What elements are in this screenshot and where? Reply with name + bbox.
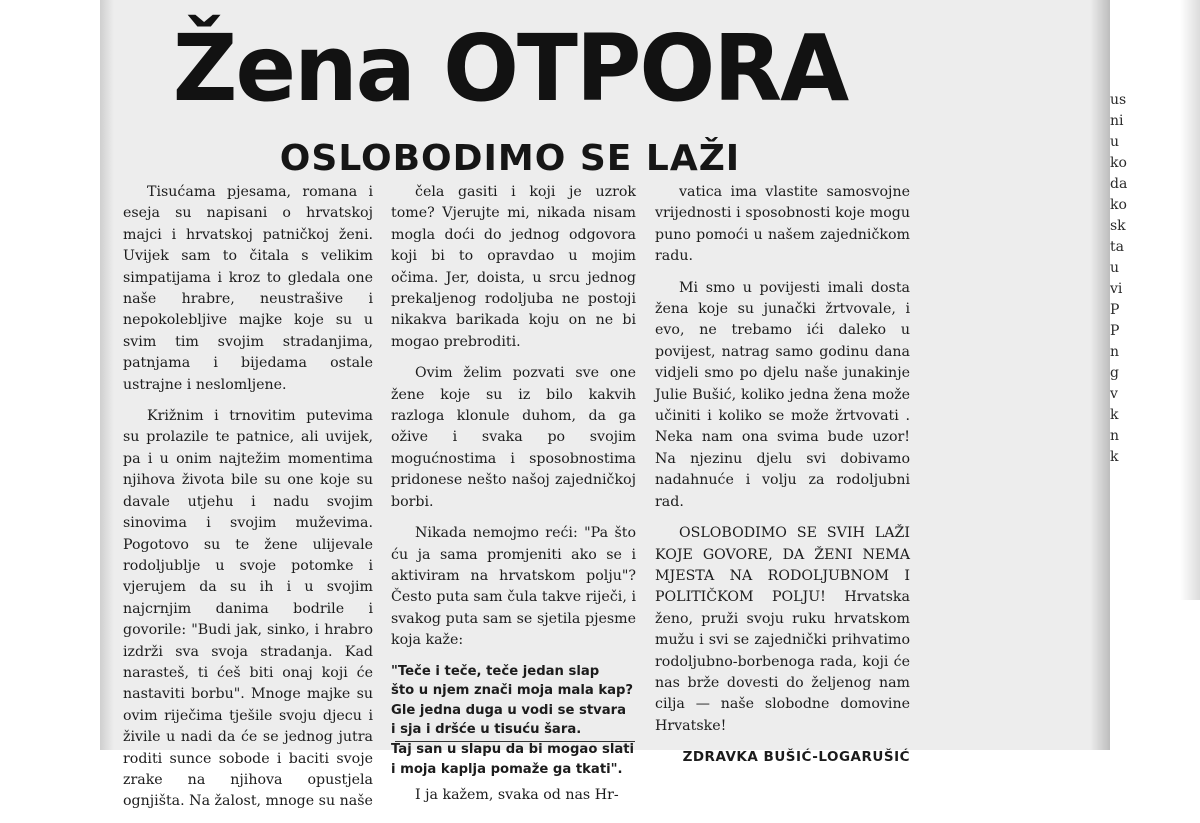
page-fold (1090, 0, 1110, 750)
fragment-line: u (1110, 260, 1120, 276)
poem-line: što u njem znači moja mala kap? (391, 683, 634, 699)
fragment-line: k (1110, 449, 1119, 465)
article-subtitle: OSLOBODIMO SE LAŽI (279, 138, 741, 179)
fragment-line: us (1110, 92, 1127, 108)
paragraph: vatica ima vlastite samosvojne vrijednosti i sposobnosti koje mogu puno pomoći u našem zajedničkom radu. (655, 184, 910, 265)
fragment-line: ta (1110, 239, 1124, 255)
paragraph: Križnim i trnovitim putevima su prolazile te patnice, ali uvijek, pa i u onim najtežim momentima njihova života bile su one koje su davale utjehu i nadu svojim sinovima i svojim muževima. Pogotovo su te žene ulijevale rodoljublje u svoje potomke i vjerujem da su ih i u svojim najcrnjim danima bodrile i govorile: "Budi jak, sinko, i hrabro izdrži sva svoja stradanja. Kad narasteš, ti ćeš biti onaj koji će nastaviti borbu". Mnoge majke su ovim riječima tješile svoju djecu i živile u nadi da će se jednog jutra roditi sunce sobode i baciti svoje zrake na njihova opustjela ognjišta. Na žalost, mnoge su naše (123, 408, 373, 810)
fragment-line: n (1110, 344, 1120, 360)
fragment-line: g (1110, 365, 1119, 381)
next-page-edge (1180, 0, 1200, 600)
fragment-line: da (1110, 176, 1128, 192)
fragment-line: k (1110, 407, 1119, 423)
column-2 (391, 182, 636, 817)
column-rule (395, 741, 635, 742)
page-shadow (100, 0, 114, 750)
paragraph: I ja kažem, svaka od nas Hr- (415, 787, 619, 804)
column-1 (123, 182, 373, 823)
article-title: Žena OTPORA (172, 15, 848, 122)
paragraph: Tisućama pjesama, romana i eseja su napisani o hrvatskoj majci i hrvatskoj patničkoj ženi. Uvijek sam to čitala s velikim simpatijama i kroz to gledala one naše hrabre, neustrašive i nepokolebljive majke koje su u svim tim svojim stradanjima, patnjama i bijedama ostale ustrajne i neslomljene. (123, 184, 373, 393)
poem-line: Gle jedna duga u vodi se stvara (391, 702, 627, 718)
poem-quote (391, 662, 636, 780)
fragment-line: vi (1110, 281, 1123, 297)
fragment-line: u (1110, 134, 1120, 150)
paragraph: OSLOBODIMO SE SVIH LAŽI KOJE GOVORE, DA ŽENI NEMA MJESTA NA RODOLJUBNOM I POLITIČKOM POLJU! Hrvatska ženo, pruži svoju ruku hrvatskom mužu i svi se zajednički prihvatimo rodoljubno-borbenoga rada, koji će nas brže dovesti do željenog nam cilja — naše slobodne domovine Hrvatske! (655, 525, 910, 734)
poem-line: i moja kaplja pomaže ga tkati". (391, 761, 623, 777)
paragraph: Nikada nemojmo reći: "Pa što ću ja sama promjeniti ako se i aktiviram na hrvatskom polju"? Često puta sam čula takve riječi, i svakog puta sam se sjetila pjesme koja kaže: (391, 525, 636, 649)
poem-line: Taj san u slapu da bi mogao slati (391, 741, 635, 757)
fragment-line: ni (1110, 113, 1124, 129)
poem-line: i sja i dršće u tisuću šara. (391, 722, 582, 738)
paragraph: Mi smo u povijesti imali dosta žena koje su junački žrtvovale, i evo, ne trebamo ići daleko u povijest, natrag samo godinu dana vidjeli smo po djelu naše junakinje Julie Bušić, koliko jedna žena može učiniti i koliko se može žrtvovati . Neka nam ona svima bude uzor! Na njezinu djelu svi dobivamo nadahnuće i volju za rodoljubni rad. (655, 279, 910, 510)
fragment-line: ko (1110, 197, 1127, 213)
fragment-line: sk (1110, 218, 1126, 234)
poem-line: "Teče i teče, teče jedan slap (391, 663, 600, 679)
fragment-line: P (1110, 323, 1120, 339)
fragment-line: P (1110, 302, 1120, 318)
column-3 (655, 182, 910, 769)
fragment-line: ko (1110, 155, 1127, 171)
fragment-line: v (1110, 386, 1118, 402)
paragraph: Ovim želim pozvati sve one žene koje su iz bilo kakvih razloga klonule duhom, da ga ožive i svaka po svojim mogućnostima i sposobnostima pridonese nešto našoj zajedničkoj borbi. (391, 365, 636, 510)
paragraph: čela gasiti i koji je uzrok tome? Vjerujte mi, nikada nisam mogla doći do jednog odgovora koji bi to opravdao u mojim očima. Jer, doista, u srcu jednog prekaljenog rodoljuba ne postoji nikakva barikada koju on ne bi mogao prebroditi. (391, 184, 636, 350)
fragment-line: n (1110, 428, 1120, 444)
author-signature: ZDRAVKA BUŠIĆ-LOGARUŠIĆ (682, 749, 910, 766)
